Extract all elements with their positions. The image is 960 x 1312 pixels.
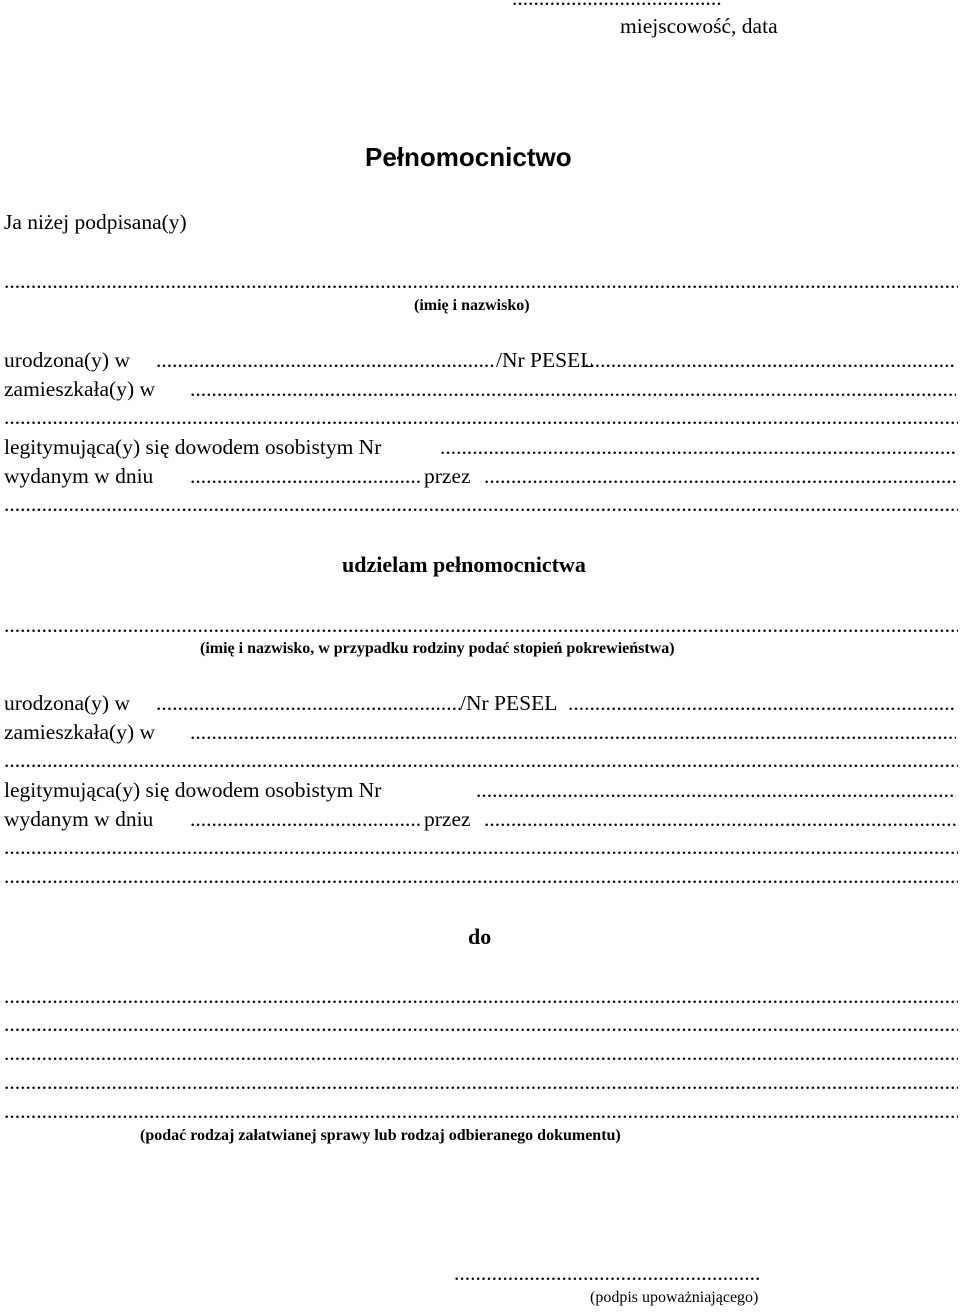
grantor-issuer-line-2[interactable] <box>4 494 958 516</box>
grantor-name-line[interactable] <box>4 271 958 293</box>
grantor-by-label: przez <box>424 464 471 488</box>
attorney-issuer-line-2[interactable] <box>4 837 958 859</box>
grantor-issuer-line[interactable] <box>484 466 956 488</box>
place-date-label: miejscowość, data <box>620 14 778 38</box>
signature-caption: (podpis upoważniającego) <box>590 1289 759 1306</box>
purpose-caption: (podać rodzaj załatwianej sprawy lub rodzaj odbieranego dokumentu) <box>140 1127 621 1144</box>
grantor-issued-label: wydanym w dniu <box>4 464 154 488</box>
attorney-id-label: legitymująca(y) się dowodem osobistym Nr <box>4 778 382 802</box>
purpose-heading: do <box>468 924 492 949</box>
attorney-resides-label: zamieszkała(y) w <box>4 720 156 744</box>
attorney-pesel-line[interactable] <box>568 693 956 715</box>
grantor-intro: Ja niżej podpisana(y) <box>4 210 187 234</box>
grantor-resides-label: zamieszkała(y) w <box>4 377 156 401</box>
grantor-issue-date-line[interactable] <box>190 466 420 488</box>
attorney-issue-date-line[interactable] <box>190 809 420 831</box>
attorney-birthplace-line[interactable] <box>156 693 460 715</box>
attorney-by-label: przez <box>424 807 471 831</box>
place-date-dots <box>512 0 722 10</box>
purpose-line-5[interactable] <box>4 1101 958 1123</box>
grantor-address-line[interactable] <box>190 379 956 401</box>
purpose-line-1[interactable] <box>4 986 958 1008</box>
grantor-id-line[interactable] <box>440 437 956 459</box>
attorney-issued-label: wydanym w dniu <box>4 807 154 831</box>
purpose-line-3[interactable] <box>4 1043 958 1065</box>
purpose-line-4[interactable] <box>4 1072 958 1094</box>
attorney-name-line[interactable] <box>4 615 958 637</box>
grantor-born-label: urodzona(y) w <box>4 348 130 372</box>
grantor-name-caption: (imię i nazwisko) <box>414 297 530 314</box>
page-title: Pełnomocnictwo <box>365 142 572 172</box>
attorney-issuer-line-3[interactable] <box>4 866 958 888</box>
grantor-address-line-2[interactable] <box>4 407 958 429</box>
grantor-pesel-line[interactable] <box>584 350 956 372</box>
attorney-born-label: urodzona(y) w <box>4 691 130 715</box>
attorney-address-line-2[interactable] <box>4 750 958 772</box>
attorney-name-caption: (imię i nazwisko, w przypadku rodziny podać stopień pokrewieństwa) <box>200 640 675 657</box>
attorney-address-line[interactable] <box>190 722 956 744</box>
purpose-line-2[interactable] <box>4 1014 958 1036</box>
attorney-pesel-label: /Nr PESEL <box>460 691 558 715</box>
signature-line[interactable]: ......................................................... <box>454 1261 761 1285</box>
grant-heading: udzielam pełnomocnictwa <box>342 552 586 577</box>
grantor-id-label: legitymująca(y) się dowodem osobistym Nr <box>4 435 382 459</box>
grantor-pesel-label: /Nr PESEL <box>496 348 594 372</box>
attorney-id-line[interactable] <box>476 780 956 802</box>
grantor-birthplace-line[interactable] <box>156 350 496 372</box>
attorney-issuer-line[interactable] <box>484 809 956 831</box>
